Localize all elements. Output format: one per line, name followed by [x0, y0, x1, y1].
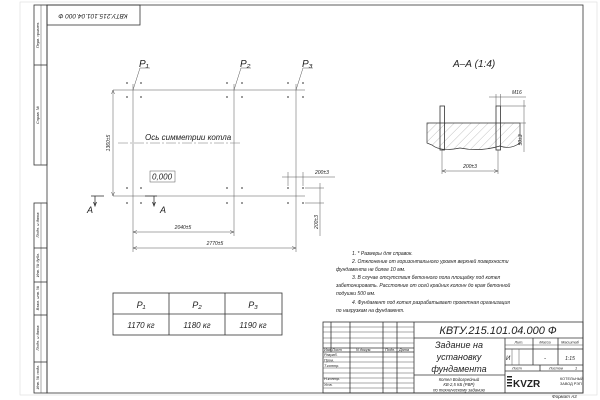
- dim-bolt-y: 200±3: [314, 215, 320, 229]
- dim-height: 1360±5: [106, 134, 112, 152]
- strip-label: Подп. и дата: [35, 212, 40, 238]
- anchor-point: [126, 96, 128, 98]
- strip-label: Подп. и дата: [35, 325, 40, 351]
- axis-label: Ось симметрии котла: [145, 133, 232, 142]
- thread-label: М16: [512, 90, 522, 96]
- note-line: 3. В случае отсутствия бетонного пола площадку под котел: [352, 275, 501, 281]
- load-value: 1180 кг: [183, 321, 211, 330]
- side-strip-lower: [34, 203, 47, 393]
- subtitle-line: по техническому заданию: [433, 387, 485, 393]
- section-aa: [427, 59, 526, 174]
- rotated-doc-code: КВТУ.215.101.04.000 Ф: [58, 12, 128, 19]
- svg-text:А: А: [160, 205, 167, 215]
- mass-label: Масса: [539, 340, 551, 345]
- anchor-point: [140, 202, 142, 204]
- point-label-p2: P₂: [240, 59, 251, 70]
- title-line: фундамента: [431, 364, 487, 374]
- mass-value: -: [544, 356, 546, 362]
- role-label: Пров.: [324, 358, 335, 363]
- rotated-code-box: [47, 5, 140, 25]
- level-mark: 0,000: [152, 172, 173, 182]
- anchor-point: [140, 187, 142, 189]
- role-label: Т.контр.: [324, 364, 340, 368]
- company-line: КОТЕЛЬНЫЙ: [560, 377, 584, 381]
- anchor-point: [126, 187, 128, 189]
- anchor-point: [302, 96, 304, 98]
- title-block: [323, 322, 584, 393]
- scale-label: Масштаб: [561, 340, 579, 345]
- dim-bolt-x: 200±3: [315, 170, 329, 176]
- lit-value: И: [506, 356, 511, 362]
- technical-notes: [335, 251, 511, 314]
- col-header: N докум.: [356, 348, 372, 352]
- load-value: 1170 кг: [127, 321, 155, 330]
- note-line: 2. Отклонение от горизонтального уровня верхней поверхности: [352, 259, 509, 265]
- sheets-value: 1: [575, 366, 578, 371]
- col-header: Лист: [332, 348, 342, 352]
- side-strip-upper: [34, 5, 47, 165]
- kvzr-logo: [507, 376, 541, 390]
- note-line: подушки 500 мм.: [336, 291, 376, 297]
- title-line: Задание на: [435, 340, 483, 350]
- concrete-block: [427, 123, 520, 150]
- scale-value: 1:15: [565, 356, 575, 362]
- col-header: Изм.: [324, 348, 333, 352]
- anchor-point: [241, 96, 243, 98]
- svg-text:А: А: [87, 205, 94, 215]
- sheet-format: Формат А3: [552, 394, 577, 399]
- anchor-point: [241, 202, 243, 204]
- load-value: 1190 кг: [239, 321, 267, 330]
- anchor-point: [140, 96, 142, 98]
- note-line: по нагрузкам на фундамент.: [336, 308, 405, 314]
- subtitle-line: КВ-2,5 КБ (РВР): [443, 382, 475, 387]
- title-line: установку: [436, 352, 482, 362]
- anchor-point: [287, 187, 289, 189]
- note-line: забетонировать. Расстояние от осей крайних колонн до края бетонной: [336, 283, 511, 289]
- loads-table: [113, 293, 282, 335]
- anchor-point: [226, 82, 228, 84]
- strip-label: Инв. № дубл.: [35, 252, 40, 278]
- svg-text:KVZR: KVZR: [513, 379, 541, 390]
- anchor-point: [226, 187, 228, 189]
- sheet-label: Лист: [512, 366, 522, 371]
- section-mark-right: [145, 196, 166, 215]
- dim-span-2040: 2040±5: [174, 225, 192, 231]
- load-header: P₂: [192, 300, 202, 310]
- anchor-point: [140, 82, 142, 84]
- foundation-plan: [86, 59, 335, 252]
- sheets-label: Листов: [549, 366, 563, 371]
- anchor-point: [287, 96, 289, 98]
- load-header: P₃: [248, 300, 258, 310]
- note-line: 4. Фундамент под котел разрабатывает проектная организация: [352, 300, 510, 306]
- role-label: Н.контр.: [324, 377, 341, 381]
- anchor-point: [302, 202, 304, 204]
- subtitle-line: Котел Водогрейный: [438, 377, 480, 382]
- strip-label: Инв. № подл.: [35, 364, 40, 390]
- strip-label: Перв. примен.: [35, 21, 40, 49]
- anchor-point: [287, 82, 289, 84]
- col-header: Подп.: [385, 348, 396, 352]
- strip-label: Справ. №: [35, 105, 40, 125]
- strip-label: Взам. инв. №: [35, 285, 40, 311]
- anchor-point: [126, 202, 128, 204]
- dim-span-2770: 2770±5: [206, 241, 224, 247]
- role-label: Утв.: [324, 383, 333, 387]
- anchor-point: [241, 187, 243, 189]
- role-label: Разраб.: [324, 353, 338, 357]
- anchor-point: [126, 82, 128, 84]
- anchor-point: [241, 82, 243, 84]
- note-line: фундамента не более 10 мм.: [336, 267, 406, 273]
- spacing-dim: 200±3: [463, 164, 477, 170]
- lit-label: Лит.: [514, 340, 524, 345]
- col-header: Дата: [399, 348, 410, 352]
- section-mark-left: [86, 196, 104, 215]
- title-code: КВТУ.215.101.04.000 Ф: [439, 325, 557, 337]
- anchor-point: [302, 82, 304, 84]
- anchor-point: [226, 96, 228, 98]
- load-header: P₁: [136, 300, 146, 310]
- anchor-point: [226, 202, 228, 204]
- point-label-p1: P₁: [139, 59, 149, 70]
- company-line: ЗАВОД РЭП: [560, 382, 582, 386]
- section-title: А–А (1:4): [453, 59, 496, 70]
- depth-dim: 50±3: [518, 134, 524, 146]
- anchor-point: [287, 202, 289, 204]
- note-line: 1. * Размеры для справок.: [352, 251, 413, 257]
- anchor-point: [302, 187, 304, 189]
- point-label-p3: P₃: [302, 59, 313, 70]
